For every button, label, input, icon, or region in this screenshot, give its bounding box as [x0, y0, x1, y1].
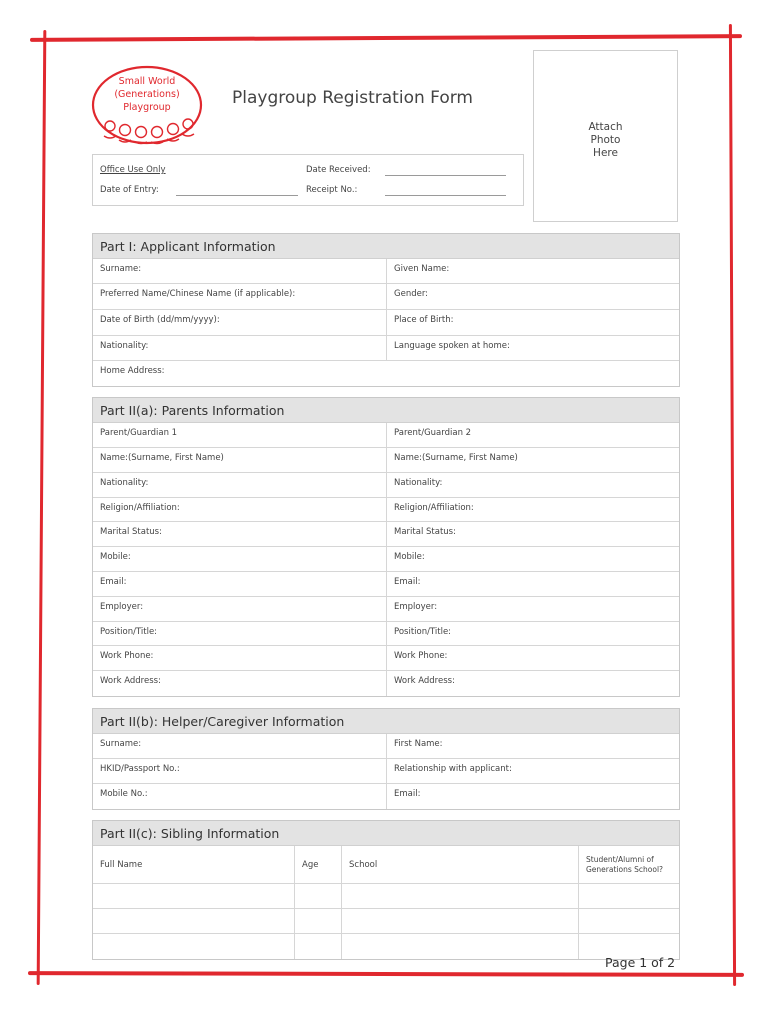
guardian1-marital-status-field[interactable]: Marital Status: [93, 522, 387, 546]
section-title: Part II(b): Helper/Caregiver Information [93, 709, 679, 734]
sibling3-age-cell[interactable] [295, 934, 342, 959]
office-use-box [92, 154, 524, 206]
playgroup-logo [90, 64, 208, 146]
table-row [93, 336, 679, 361]
table-row [93, 671, 679, 696]
table-row [93, 361, 679, 386]
guardian2-position-field[interactable]: Position/Title: [394, 627, 452, 637]
date-received-label: Date Received: [306, 165, 371, 175]
guardian1-work-address-field[interactable]: Work Address: [93, 671, 387, 696]
sibling-table [93, 846, 679, 959]
helper-surname-field[interactable]: Surname: [93, 734, 387, 758]
office-use-label: Office Use Only [100, 165, 166, 175]
language-field[interactable]: Language spoken at home: [394, 341, 510, 351]
table-row [93, 498, 679, 522]
sibling2-school-cell[interactable] [342, 909, 579, 934]
sibling1-school-cell[interactable] [342, 884, 579, 909]
guardian2-religion-field[interactable]: Religion/Affiliation: [394, 503, 474, 513]
sibling3-school-cell[interactable] [342, 934, 579, 959]
guardian2-work-address-field[interactable]: Work Address: [394, 676, 455, 686]
date-of-birth-field[interactable]: Date of Birth (dd/mm/yyyy): [93, 310, 387, 335]
place-of-birth-field[interactable]: Place of Birth: [394, 315, 454, 325]
parents-info-section [92, 397, 680, 697]
alumni-header: Student/Alumni of Generations School? [579, 846, 679, 884]
gender-field[interactable]: Gender: [394, 289, 429, 299]
helper-email-field[interactable]: Email: [394, 789, 421, 799]
sibling2-age-cell[interactable] [295, 909, 342, 934]
home-address-field[interactable]: Home Address: [100, 366, 165, 376]
applicant-info-section [92, 233, 680, 387]
guardian1-work-phone-field[interactable]: Work Phone: [93, 646, 387, 670]
guardian2-employer-field[interactable]: Employer: [394, 602, 438, 612]
table-row [93, 597, 679, 622]
children-illustration [104, 119, 194, 144]
guardian1-mobile-field[interactable]: Mobile: [93, 547, 387, 571]
helper-relationship-field[interactable]: Relationship with applicant: [394, 764, 512, 774]
sibling-info-section [92, 820, 680, 960]
frame-top-border [30, 34, 742, 42]
sibling1-alumni-cell[interactable] [579, 884, 679, 909]
table-row [93, 284, 679, 310]
table-row [93, 622, 679, 646]
sibling1-name-cell[interactable] [93, 884, 295, 909]
guardian1-employer-field[interactable]: Employer: [93, 597, 387, 621]
section-title: Part I: Applicant Information [93, 234, 679, 259]
age-header: Age [295, 846, 342, 884]
guardian2-work-phone-field[interactable]: Work Phone: [394, 651, 448, 661]
sibling2-name-cell[interactable] [93, 909, 295, 934]
frame-bottom-border [28, 971, 744, 977]
guardian1-email-field[interactable]: Email: [93, 572, 387, 596]
photo-attach-box[interactable] [533, 50, 678, 222]
guardian2-nationality-field[interactable]: Nationality: [394, 478, 443, 488]
guardian1-position-field[interactable]: Position/Title: [93, 622, 387, 645]
logo-line1: Small World [118, 76, 176, 87]
preferred-name-field[interactable]: Preferred Name/Chinese Name (if applicable): [93, 284, 387, 309]
school-header: School [342, 846, 579, 884]
given-name-field[interactable]: Given Name: [394, 264, 450, 274]
section-title: Part II(a): Parents Information [93, 398, 679, 423]
guardian2-header: Parent/Guardian 2 [394, 428, 472, 438]
frame-left-border [37, 30, 47, 985]
date-of-entry-line[interactable] [176, 195, 298, 196]
table-row [93, 522, 679, 547]
form-title: Playgroup Registration Form [232, 88, 473, 108]
guardian2-marital-status-field[interactable]: Marital Status: [394, 527, 456, 537]
table-row [93, 423, 679, 448]
table-row [93, 547, 679, 572]
guardian1-religion-field[interactable]: Religion/Affiliation: [93, 498, 387, 521]
guardian1-name-field[interactable]: Name:(Surname, First Name) [93, 448, 387, 472]
receipt-no-line[interactable] [385, 195, 506, 196]
helper-first-name-field[interactable]: First Name: [394, 739, 443, 749]
photo-placeholder-text: Attach Photo Here [588, 121, 623, 159]
date-received-line[interactable] [385, 175, 506, 176]
receipt-no-label: Receipt No.: [306, 185, 358, 195]
table-row [93, 646, 679, 671]
date-of-entry-label: Date of Entry: [100, 185, 159, 195]
sibling1-age-cell[interactable] [295, 884, 342, 909]
table-row [93, 734, 679, 759]
table-row [93, 473, 679, 498]
helper-mobile-field[interactable]: Mobile No.: [93, 784, 387, 809]
table-row [93, 259, 679, 284]
logo-line3: Playgroup [123, 102, 171, 113]
surname-field[interactable]: Surname: [93, 259, 387, 283]
guardian2-name-field[interactable]: Name:(Surname, First Name) [394, 453, 518, 463]
nationality-field[interactable]: Nationality: [93, 336, 387, 360]
table-row [93, 448, 679, 473]
helper-hkid-field[interactable]: HKID/Passport No.: [93, 759, 387, 783]
guardian1-nationality-field[interactable]: Nationality: [93, 473, 387, 497]
helper-info-section [92, 708, 680, 810]
guardian2-mobile-field[interactable]: Mobile: [394, 552, 425, 562]
table-row [93, 759, 679, 784]
page-number: Page 1 of 2 [605, 955, 676, 970]
guardian1-header: Parent/Guardian 1 [93, 423, 387, 447]
section-title: Part II(c): Sibling Information [93, 821, 679, 846]
table-row [93, 572, 679, 597]
sibling3-name-cell[interactable] [93, 934, 295, 959]
logo-line2: (Generations) [114, 89, 180, 100]
frame-right-border [729, 24, 736, 986]
sibling2-alumni-cell[interactable] [579, 909, 679, 934]
table-row [93, 784, 679, 809]
full-name-header: Full Name [93, 846, 295, 884]
guardian2-email-field[interactable]: Email: [394, 577, 421, 587]
table-row [93, 310, 679, 336]
